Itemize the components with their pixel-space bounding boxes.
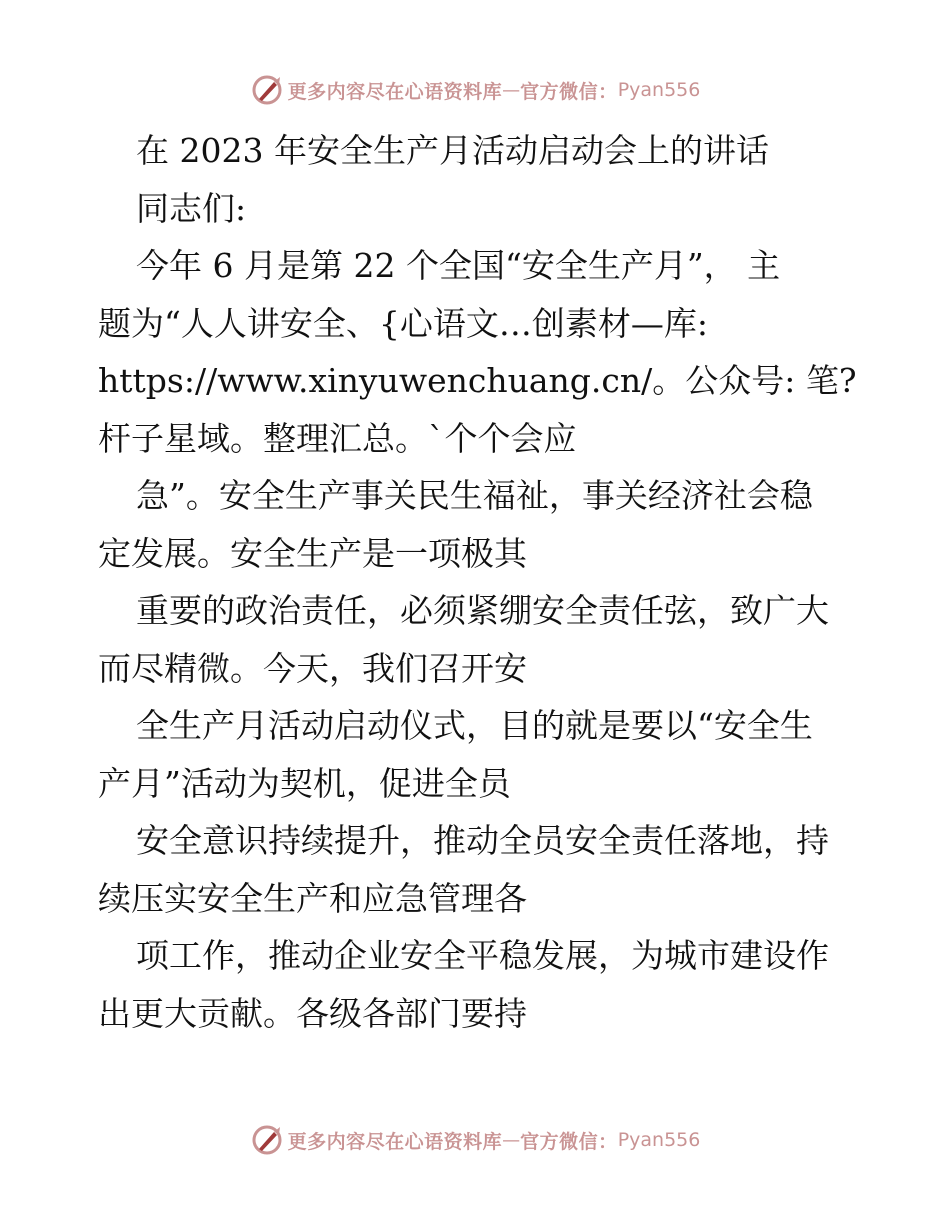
document-title: 在 2023 年安全生产月活动启动会上的讲话 (136, 131, 769, 170)
watermark-contact: Pyan556 (617, 1129, 701, 1151)
watermark-contact: Pyan556 (617, 79, 701, 101)
quill-pen-logo-icon (250, 1123, 284, 1157)
text-line: 产月”活动为契机，促进全员 (98, 763, 511, 803)
text-line: 重要的政治责任，必须紧绷安全责任弦，致广大 (136, 591, 829, 630)
watermark-official-text: 官方微信： (520, 80, 618, 103)
watermark-brand-text: 更多内容尽在心语资料库 (287, 1130, 503, 1153)
text-line: 项工作，推动企业安全平稳发展，为城市建设作 (136, 936, 829, 975)
text-line: 题为“人人讲安全、{心语文…创素材—库: (98, 303, 708, 343)
text-line: 出更大贡献。各级各部门要持 (98, 993, 527, 1033)
text-line: 今年 6 月是第 22 个全国“安全生产月”， 主 (136, 246, 781, 285)
watermark-official-text: 官方微信： (520, 1130, 618, 1153)
text-line: 急”。安全生产事关民生福祉，事关经济社会稳 (136, 476, 813, 515)
document-body (98, 122, 858, 1042)
quill-pen-logo-icon (250, 73, 284, 107)
footer-watermark (0, 1120, 950, 1160)
watermark-separator: — (502, 79, 521, 101)
text-line: 安全意识持续提升，推动全员安全责任落地，持 (136, 821, 829, 860)
header-watermark (0, 70, 950, 110)
text-line: 全生产月活动启动仪式，目的就是要以“安全生 (136, 706, 813, 745)
salutation: 同志们: (136, 188, 247, 228)
text-line: 杆子星域。整理汇总。`个个会应 (98, 418, 577, 458)
text-line: 续压实安全生产和应急管理各 (98, 878, 527, 918)
watermark-brand-text: 更多内容尽在心语资料库 (287, 80, 503, 103)
text-line: https://www.xinyuwenchuang.cn/。公众号: 笔? (98, 361, 857, 400)
text-line: 而尽精微。今天，我们召开安 (98, 648, 527, 688)
watermark-separator: — (502, 1129, 521, 1151)
text-line: 定发展。安全生产是一项极其 (98, 533, 527, 573)
